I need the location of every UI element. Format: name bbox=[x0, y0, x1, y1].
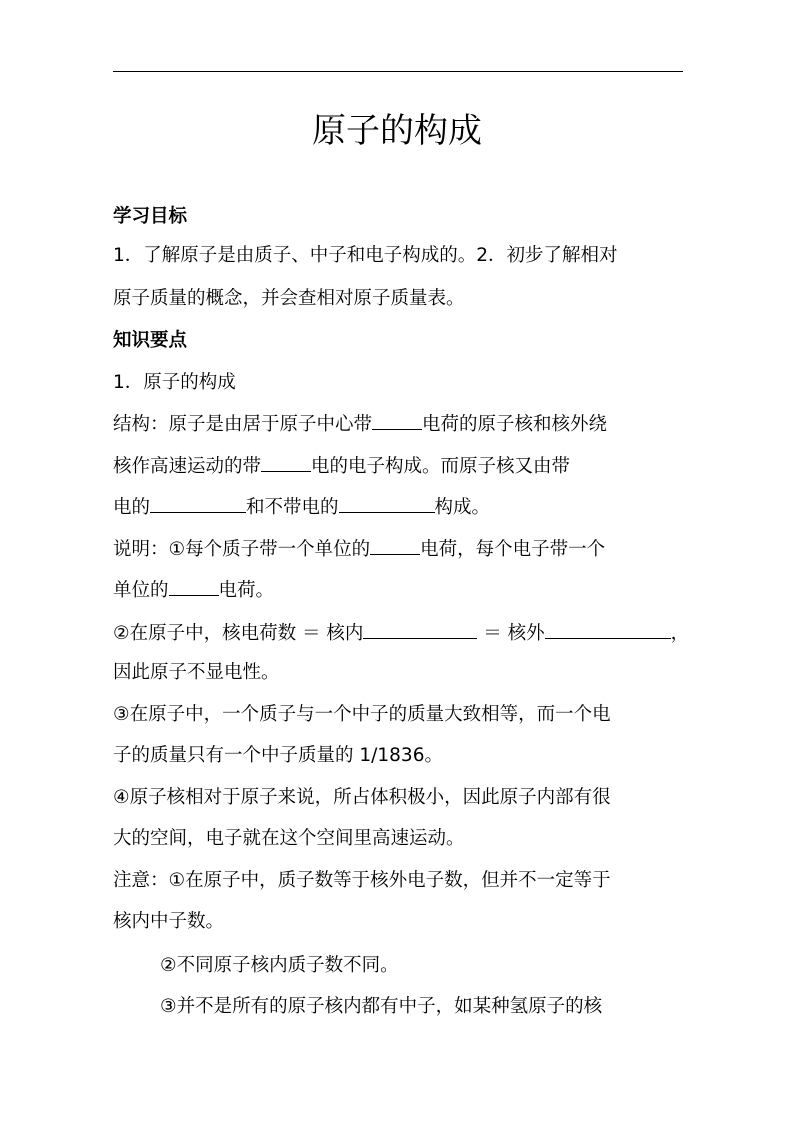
structure-line-3 bbox=[113, 494, 490, 521]
structure-line-1 bbox=[113, 411, 607, 438]
text: 电的 bbox=[113, 497, 151, 518]
point4-line-1: ④原子核相对于原子来说，所占体积极小，因此原子内部有很 bbox=[113, 787, 611, 808]
point3-line-1: ③在原子中，一个质子与一个中子的质量大致相等，而一个电 bbox=[113, 704, 611, 725]
attention-line-2: 核内中子数。 bbox=[113, 911, 225, 932]
fill-blank[interactable] bbox=[261, 453, 311, 472]
goals-line-1: 1．了解原子是由质子、中子和电子构成的。2．初步了解相对 bbox=[113, 245, 618, 266]
header-rule bbox=[113, 71, 683, 72]
goals-line-2: 原子质量的概念，并会查相对原子质量表。 bbox=[113, 288, 465, 309]
text: 电荷的原子核和核外绕 bbox=[422, 414, 608, 435]
page-title: 原子的构成 bbox=[312, 111, 482, 151]
text: 结构：原子是由居于原子中心带 bbox=[113, 414, 373, 435]
note-line-2 bbox=[113, 577, 274, 604]
text: 和不带电的 bbox=[246, 497, 339, 518]
note-line-1 bbox=[113, 536, 605, 563]
text: 电荷，每个电子带一个 bbox=[420, 539, 606, 560]
text: ， bbox=[670, 623, 690, 644]
text: 构成。 bbox=[434, 497, 491, 518]
fill-blank[interactable] bbox=[372, 411, 422, 430]
fill-blank[interactable] bbox=[339, 494, 435, 513]
goals-heading: 学习目标 bbox=[113, 206, 188, 227]
fill-blank[interactable] bbox=[150, 494, 246, 513]
attention-line-1: 注意：①在原子中，质子数等于核外电子数，但并不一定等于 bbox=[113, 870, 611, 891]
point2-line-1 bbox=[113, 620, 689, 647]
text: 核作高速运动的带 bbox=[113, 456, 262, 477]
fill-blank[interactable] bbox=[169, 577, 219, 596]
text: 电荷。 bbox=[218, 580, 275, 601]
fill-blank[interactable] bbox=[370, 536, 420, 555]
points-heading: 知识要点 bbox=[113, 330, 188, 351]
point3-line-2: 子的质量只有一个中子质量的 1/1836。 bbox=[113, 745, 443, 766]
subsection-title: 1．原子的构成 bbox=[113, 372, 236, 393]
text: 电的电子构成。而原子核又由带 bbox=[311, 456, 571, 477]
point2-line-2: 因此原子不显电性。 bbox=[113, 662, 280, 683]
attention-item-2: ②不同原子核内质子数不同。 bbox=[160, 955, 399, 976]
attention-item-3: ③并不是所有的原子核内都有中子，如某种氢原子的核 bbox=[160, 996, 603, 1017]
text: 说明：①每个质子带一个单位的 bbox=[113, 539, 371, 560]
fill-blank[interactable] bbox=[363, 620, 477, 639]
text: 单位的 bbox=[113, 580, 169, 601]
text: ＝ 核外 bbox=[477, 623, 545, 644]
fill-blank[interactable] bbox=[545, 620, 671, 639]
structure-line-2 bbox=[113, 453, 570, 480]
point4-line-2: 大的空间，电子就在这个空间里高速运动。 bbox=[113, 828, 465, 849]
text: ②在原子中，核电荷数 ＝ 核内 bbox=[113, 623, 364, 644]
